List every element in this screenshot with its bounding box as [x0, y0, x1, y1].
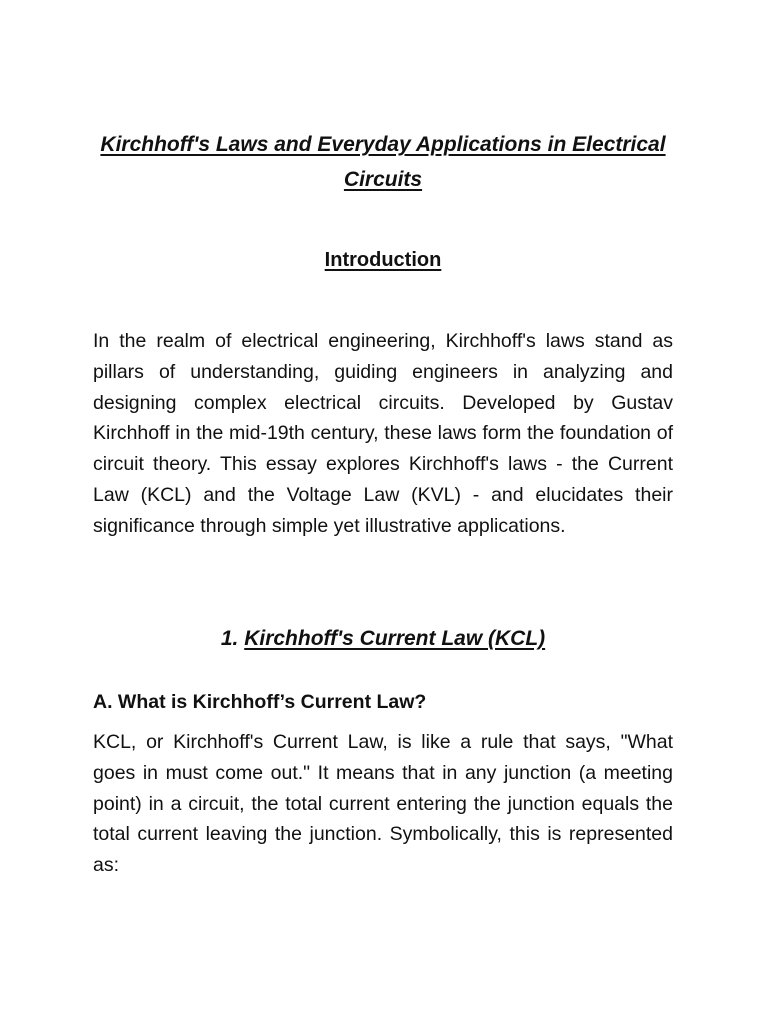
- introduction-heading: Introduction: [324, 249, 442, 271]
- section-1-number: 1.: [220, 627, 239, 650]
- introduction-paragraph: In the realm of electrical engineering, Kirchhoff's laws stand as pillars of understanding, guiding engineers in analyzing and designing complex electrical circuits. Developed by Gustav Kirchhoff in the mid-19th century, these laws form the foundation of circuit theory. This essay explores Kirchhoff's laws - the Current Law (KCL) and the Voltage Law (KVL) - and elucidates their significance through simple yet illustrative applications.: [93, 330, 673, 537]
- kcl-paragraph: KCL, or Kirchhoff's Current Law, is like a rule that says, "What goes in must come out." It means that in any junction (a meeting point) in a circuit, the total current entering the junction equals the total current leaving the junction. Symbolically, this is represented as:: [93, 731, 673, 877]
- subsection-a-letter: A.: [93, 691, 113, 713]
- subsection-a-heading: [93, 688, 673, 716]
- document-title: Kirchhoff's Laws and Everyday Applications in Electrical Circuits: [100, 133, 666, 191]
- subsection-a-question: What is Kirchhoff’s Current Law?: [117, 691, 427, 713]
- section-1-title: Kirchhoff's Current Law (KCL): [244, 627, 546, 650]
- section-1-heading: [92, 624, 674, 654]
